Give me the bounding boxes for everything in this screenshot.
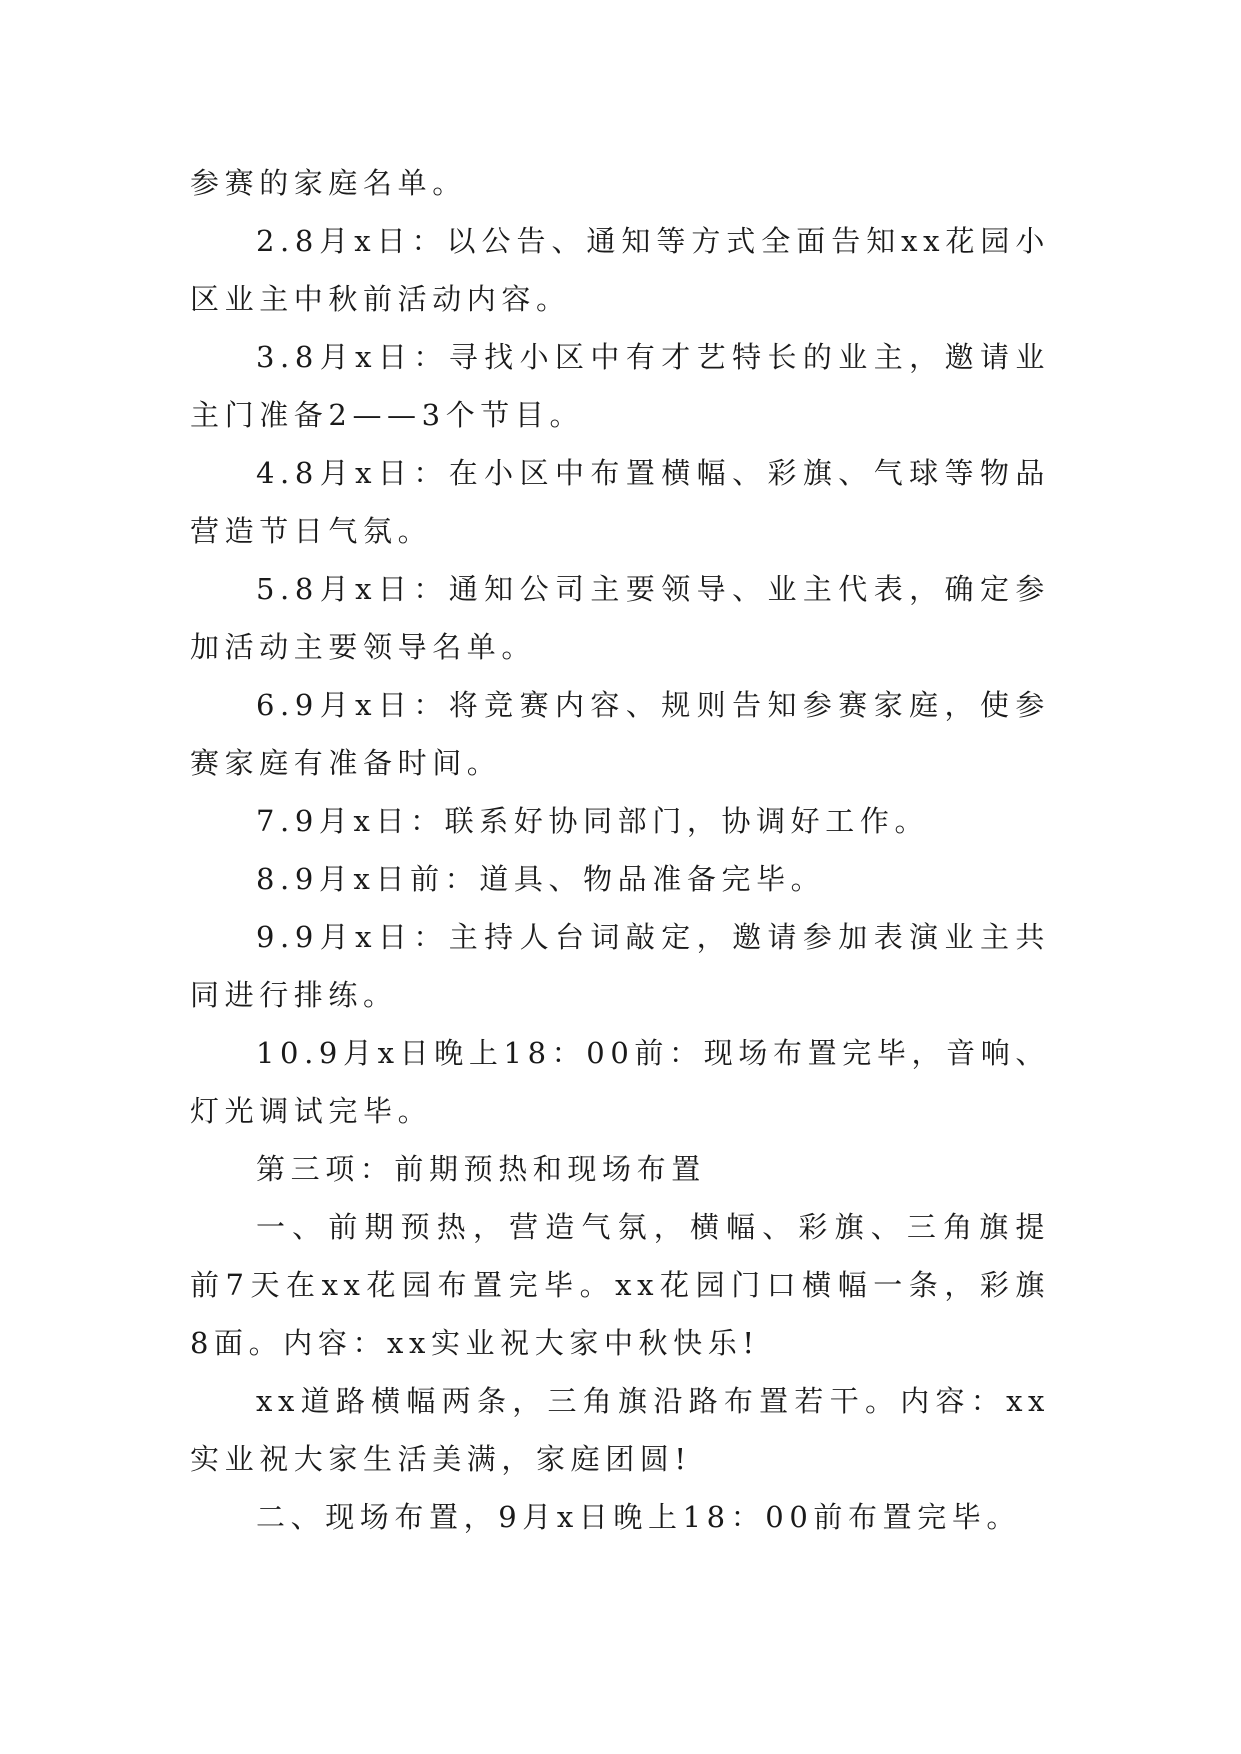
paragraph-8: 8.9月x日前：道具、物品准备完毕。 <box>256 862 826 896</box>
document-body <box>190 154 1050 1546</box>
paragraph-4: 4.8月x日：在小区中布置横幅、彩旗、气球等物品营造节日气氛。 <box>190 456 1050 548</box>
paragraph-6: 6.9月x日：将竞赛内容、规则告知参赛家庭，使参赛家庭有准备时间。 <box>190 688 1050 780</box>
paragraph-5: 5.8月x日：通知公司主要领导、业主代表，确定参加活动主要领导名单。 <box>190 572 1050 664</box>
paragraph-13: xx道路横幅两条，三角旗沿路布置若干。内容：xx实业祝大家生活美满，家庭团圆! <box>190 1384 1050 1476</box>
paragraph-7: 7.9月x日：联系好协同部门，协调好工作。 <box>256 804 930 838</box>
paragraph-14: 二、现场布置，9月x日晚上18：00前布置完毕。 <box>256 1500 1022 1534</box>
paragraph-12: 一、前期预热，营造气氛，横幅、彩旗、三角旗提前7天在xx花园布置完毕。xx花园门口横幅一条，彩旗8面。内容：xx实业祝大家中秋快乐! <box>190 1210 1050 1360</box>
paragraph-10: 10.9月x日晚上18：00前：现场布置完毕，音响、灯光调试完毕。 <box>190 1036 1050 1128</box>
paragraph-9: 9.9月x日：主持人台词敲定，邀请参加表演业主共同进行排练。 <box>190 920 1050 1012</box>
section-heading: 第三项：前期预热和现场布置 <box>256 1152 706 1186</box>
paragraph-1: 参赛的家庭名单。 <box>190 166 467 200</box>
paragraph-2: 2.8月x日：以公告、通知等方式全面告知xx花园小区业主中秋前活动内容。 <box>190 224 1050 316</box>
paragraph-3: 3.8月x日：寻找小区中有才艺特长的业主，邀请业主门准备2——3个节目。 <box>190 340 1050 432</box>
